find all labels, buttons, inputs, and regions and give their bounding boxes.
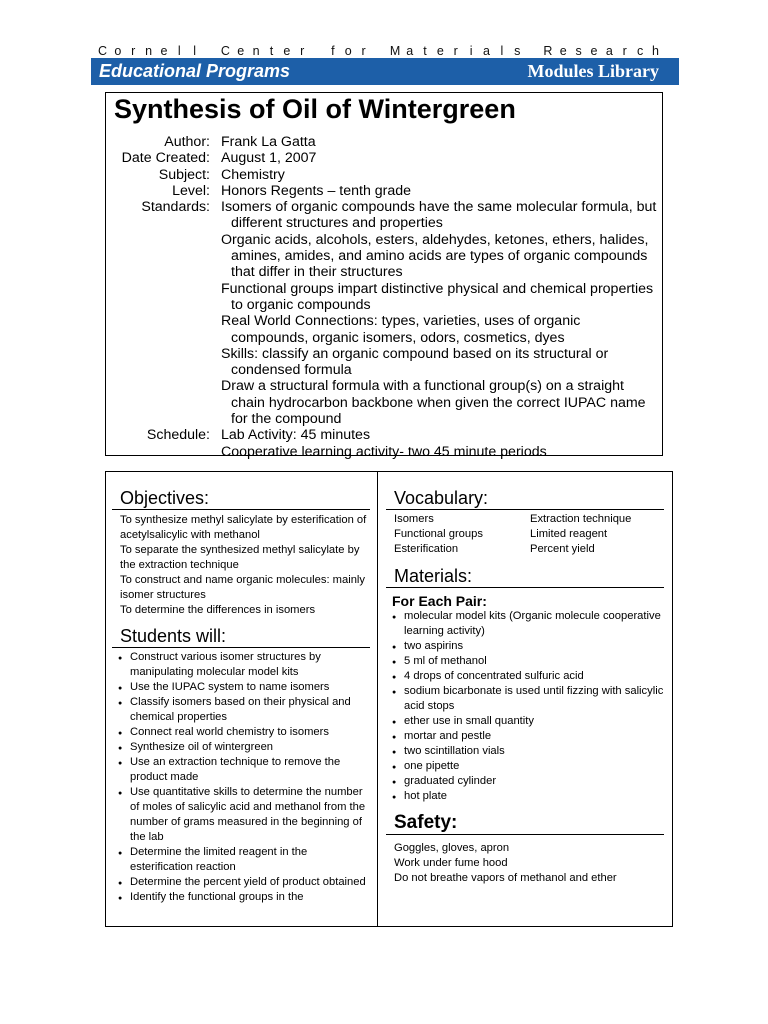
org-name-letter: n [252, 44, 260, 58]
material-item: ● two aspirins [386, 639, 664, 654]
schedule-label: Schedule: [146, 427, 210, 444]
org-name-letter: e [436, 44, 444, 58]
org-name-letter: o [344, 44, 352, 58]
students-will-item: ● Construct various isomer structures by manipulating molecular model kits [112, 650, 370, 680]
standards-row [106, 199, 662, 427]
org-name-letter: C [220, 44, 230, 58]
level-row [106, 183, 662, 199]
org-name-letter: M [389, 44, 401, 58]
org-name-letter: r [622, 44, 627, 58]
org-name-letter: r [300, 44, 305, 58]
org-name-letter: s [575, 44, 582, 58]
org-name-letter: a [406, 44, 414, 58]
org-name-letter: c [636, 44, 644, 58]
org-name-letter: e [590, 44, 598, 58]
objectives-heading: Objectives: [112, 488, 370, 510]
safety-heading: Safety: [386, 812, 664, 835]
materials-subheading: For Each Pair: [392, 593, 487, 609]
org-name-letter: t [269, 44, 274, 58]
material-item: ● hot plate [386, 789, 664, 804]
banner-educational-programs: Educational Programs [99, 61, 291, 81]
students-will-item: ● Synthesize oil of wintergreen [112, 740, 370, 755]
org-name-letter: C [98, 44, 108, 58]
students-will-item: ● Classify isomers based on their physical and chemical properties [112, 695, 370, 725]
students-will-list [112, 650, 370, 905]
schedule-row [106, 427, 662, 460]
org-name [98, 44, 660, 58]
objective-item: To separate the synthesized methyl salicylate by the extraction technique [120, 544, 360, 571]
org-name-letter: t [423, 44, 427, 58]
date-value: August 1, 2007 [221, 150, 317, 167]
standard-item: Organic acids, alcohols, esters, aldehydes, ketones, ethers, halides, amines, amides, and amino acids are types of organic compounds that differ in their structures [221, 231, 649, 281]
material-item: ● 5 ml of methanol [386, 654, 664, 669]
standard-item: Skills: classify an organic compound based on its structural or condensed formula [221, 345, 609, 379]
org-name-letter: l [177, 44, 181, 58]
org-name-letter: e [160, 44, 168, 58]
org-name-letter: e [559, 44, 567, 58]
org-name-letter: s [514, 44, 521, 58]
date-label: Date Created: [121, 150, 210, 167]
org-name-letter [374, 44, 383, 58]
objective-item: To determine the differences in isomers [120, 604, 316, 616]
safety-list [386, 841, 664, 886]
students-will-item: ● Use quantitative skills to determine the number of moles of salicylic acid and methanol from the number of grams measured in the beginning of the lab [112, 785, 370, 845]
org-name-letter: l [500, 44, 504, 58]
standard-item: Isomers of organic compounds have the same molecular formula, but different structures and properties [221, 199, 657, 232]
vocabulary-term: Percent yield [530, 543, 595, 555]
subject-value: Chemistry [221, 166, 285, 183]
material-item: ● one pipette [386, 759, 664, 774]
subject-label: Subject: [158, 166, 210, 183]
org-name-letter: r [131, 44, 136, 58]
subject-row [106, 167, 662, 183]
column-divider [377, 472, 378, 926]
materials-list [386, 609, 664, 804]
lesson-info-box [105, 92, 663, 460]
banner-modules-library: Modules Library [527, 61, 659, 81]
material-item: ● sodium bicarbonate is used until fizzing with salicylic acid stops [386, 684, 664, 714]
org-name-letter: f [331, 44, 335, 58]
header-banner [91, 58, 679, 85]
org-name-letter: h [651, 44, 659, 58]
schedule-item: Cooperative learning activity- two 45 minute periods [221, 443, 547, 460]
students-will-item: ● Identify the functional groups in the [112, 890, 370, 905]
lesson-details-grid [105, 471, 673, 927]
vocabulary-term: Limited reagent [530, 528, 608, 540]
org-name-letter: R [543, 44, 553, 58]
document-title: Synthesis of Oil of Wintergreen [114, 94, 516, 124]
right-column [386, 472, 664, 886]
schedule-item: Lab Activity: 45 minutes [221, 427, 371, 444]
safety-item: Goggles, gloves, apron [394, 842, 510, 854]
students-will-item: ● Use an extraction technique to remove the product made [112, 755, 370, 785]
org-name-letter: a [483, 44, 490, 58]
org-name-letter [206, 44, 215, 58]
author-label: Author: [164, 134, 210, 150]
material-item: ● 4 drops of concentrated sulfuric acid [386, 669, 664, 684]
author-value: Frank La Gatta [221, 134, 316, 150]
vocabulary-heading: Vocabulary: [386, 488, 664, 510]
objectives-list [112, 513, 370, 618]
objective-item: To construct and name organic molecules: mainly isomer structures [120, 574, 365, 601]
safety-item: Do not breathe vapors of methanol and ether [394, 872, 617, 884]
material-item: ● molecular model kits (Organic molecule cooperative learning activity) [386, 609, 664, 639]
left-column [112, 472, 370, 905]
schedule-list [221, 427, 659, 460]
org-name-letter: o [114, 44, 122, 58]
students-will-item: ● Use the IUPAC system to name isomers [112, 680, 370, 695]
lesson-metadata [106, 134, 662, 460]
author-row [106, 134, 662, 150]
org-name-letter: i [469, 44, 473, 58]
students-will-item: ● Determine the limited reagent in the esterification reaction [112, 845, 370, 875]
org-name-letter [528, 44, 537, 58]
students-will-item: ● Determine the percent yield of product obtained [112, 875, 370, 890]
materials-heading: Materials: [386, 566, 664, 588]
vocabulary-term: Isomers [394, 513, 434, 525]
vocabulary-list [386, 512, 664, 557]
standard-item: Draw a structural formula with a functional group(s) on a straight chain hydrocarbon backbone when given the correct IUPAC name for the compound [221, 378, 646, 428]
material-item: ● mortar and pestle [386, 729, 664, 744]
org-name-letter: r [453, 44, 458, 58]
vocabulary-term: Extraction technique [530, 513, 632, 525]
students-will-heading: Students will: [112, 626, 370, 648]
students-will-item: ● Connect real world chemistry to isomers [112, 725, 370, 740]
objective-item: To synthesize methyl salicylate by esterification of acetylsalicylic with methanol [120, 514, 367, 541]
org-name-letter: n [145, 44, 153, 58]
org-name-letter: e [237, 44, 245, 58]
standards-list [221, 199, 659, 427]
material-item: ● ether use in small quantity [386, 714, 664, 729]
org-name-letter: e [283, 44, 291, 58]
material-item: ● graduated cylinder [386, 774, 664, 789]
safety-item: Work under fume hood [394, 857, 508, 869]
vocabulary-term: Esterification [394, 543, 459, 555]
vocabulary-term: Functional groups [394, 528, 483, 540]
date-row [106, 150, 662, 166]
level-label: Level: [172, 182, 210, 199]
org-name-letter: r [361, 44, 366, 58]
org-name-letter: l [193, 44, 197, 58]
material-item: ● two scintillation vials [386, 744, 664, 759]
standard-item: Functional groups impart distinctive physical and chemical properties to organic compounds [221, 280, 654, 313]
level-value: Honors Regents – tenth grade [221, 182, 412, 199]
standards-label: Standards: [141, 199, 210, 216]
org-name-letter: a [605, 44, 613, 58]
standard-item: Real World Connections: types, varieties, uses of organic compounds, organic isomers, odors, cosmetics, dyes [221, 313, 581, 346]
org-name-letter [313, 44, 322, 58]
